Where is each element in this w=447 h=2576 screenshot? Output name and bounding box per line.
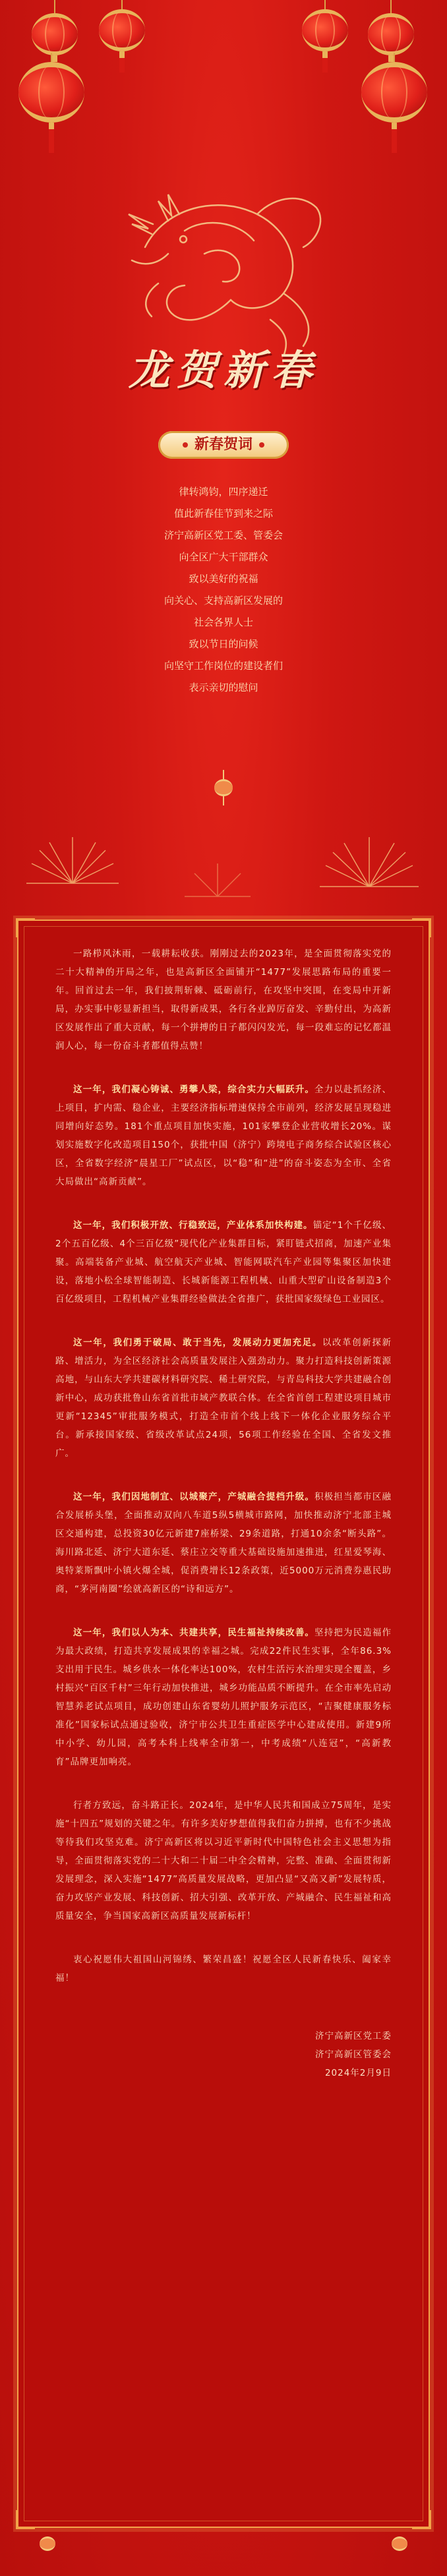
small-lantern-icon	[40, 2536, 55, 2551]
signature-date: 2024年2月9日	[324, 2068, 392, 2078]
poem-line: 律转鸿钧，四序递迁	[179, 486, 268, 498]
page-title: 龙贺新春	[128, 346, 318, 394]
poem-line: 向关心、支持高新区发展的	[164, 595, 283, 606]
poem-line: 济宁高新区党工委、管委会	[164, 529, 283, 541]
greeting-badge	[158, 431, 289, 459]
letter-body	[55, 945, 392, 2082]
lantern-decoration	[302, 0, 348, 73]
signature-block	[55, 2027, 392, 2082]
dot-icon	[183, 442, 188, 448]
signature-line: 济宁高新区党工委	[315, 2031, 392, 2041]
letter-paragraph: 这一年，我们因地制宜、以城聚产，产城融合提档升级。积极担当都市区融合发展桥头堡，全面推动双向八车道5纵5横城市路网，加快推动济宁北部主城区交通构建，总投资30亿元新建7座桥梁、29条道路，打通10余条“断头路”。海川路北延、济宁大道东延、蔡庄立交等重大基础设施加速推进，红星爱琴海、奥特莱斯飘叶小镇火爆全城，促消费增长12条政策，近5000万元消费券惠民助商，“茅河南圈”绘就高新区的“诗和远方”。	[55, 1492, 392, 1595]
lantern-decoration	[99, 0, 145, 73]
poem-line: 向全区广大干部群众	[179, 551, 268, 563]
letter-paragraph: 这一年，我们凝心铸诚、勇攀人梁，综合实力大幅跃升。全力以赴抓经济、上项目，扩内需、稳企业，主要经济指标增速保持全市前列，经济发展呈现稳进同增向好态势。181个重点项目加快实施，101家攀登企业营收增长20%。谋划实施数字化改造项目150个，获批中国（济宁）跨境电子商务综合试验区核心区，全省数字经济“晨星工厂”试点区，以“稳”和“进”的奋斗姿态为全市、全省大局做出“高新贡献”。	[55, 1084, 392, 1187]
frame-corner	[412, 918, 431, 937]
dot-icon	[259, 442, 264, 448]
lantern-decoration	[361, 53, 427, 153]
poem-line: 值此新春佳节到来之际	[173, 508, 273, 519]
frame-corner	[16, 918, 35, 937]
small-lantern-icon	[214, 770, 233, 805]
poem-line: 致以美好的祝福	[189, 573, 258, 585]
poem-line: 社会各界人士	[193, 616, 253, 628]
signature-line: 济宁高新区管委会	[315, 2049, 392, 2060]
frame-corner	[16, 2510, 35, 2529]
frame-corner	[412, 2510, 431, 2529]
letter-paragraph: 这一年，我们以人为本、共建共享，民生福祉持续改善。坚持把为民造福作为最大政绩，打造共享发展成果的幸福之城。完成22件民生实事，全年86.3%支出用于民生。城乡供水一体化率达100%，农村生活污水治理实现全覆盖，乡村振兴“百区千村”三年行动加快推进，城乡功能品质不断提升。在全市率先启动智慧养老试点项目，成功创建山东省婴幼儿照护服务示范区，“吉聚健康服务标准化”国家标试点通过验收，济宁市公共卫生重症医学中心建成使用。新建9所中小学、幼儿园，高考本科上线率全市第一，中考成绩“八连冠”，“高新教育”品牌更加响亮。	[55, 1627, 392, 1767]
small-lantern-icon	[392, 2536, 407, 2551]
poem-line: 致以节日的问候	[189, 638, 258, 650]
letter-paragraph: 衷心祝愿伟大祖国山河锦绣、繁荣昌盛！祝愿全区人民新春快乐、阖家幸福！	[55, 1954, 392, 1983]
letter-paragraph: 这一年，我们积极开放、行稳致远，产业体系加快构建。锚定“1个千亿级、2个五百亿级、4个三百亿级”现代化产业集群目标，紧盯链式招商，加速产业集聚。高端装备产业城、航空航天产业城、智能网联汽车产业园等集聚区加快建设，落地小松全球智能制造、长城新能源工程机械、山重大型矿山设备制造3个百亿级项目，工程机械产业集群经验做法全省推广，获批国家级绿色工业园区。	[55, 1220, 392, 1304]
letter-paragraph: 行者方致远，奋斗路正长。2024年，是中华人民共和国成立75周年，是实施“十四五”规划的关键之年。有许多美好梦想值得我们奋力拼搏，也有不少挑战等待我们攻坚克难。济宁高新区将以习近平新时代中国特色社会主义思想为指导，全面贯彻落实党的二十大和二十届二中全会精神，完整、准确、全面贯彻新发展理念，深入实施“1477”高质量发展战略，更加凸显“又高又新”发展特质，奋力攻坚产业发展、科技创新、招大引强、改革开放、产城融合、民生福祉和高质量安全，争当国家高新区高质量发展新标杆！	[55, 1800, 392, 1921]
poem-line: 向坚守工作岗位的建设者们	[164, 660, 283, 672]
letter-paragraph: 这一年，我们勇于破局、敢于当先，发展动力更加充足。以改革创新探新路、增活力，为全区经济社会高质量发展注入强劲动力。聚力打造科技创新策源高地，与山东大学共建碳材料研究院、稀土研究院，与青岛科技大学共建融合创新中心，成功获批鲁山东省首批市域产教联合体。在全省首创工程建设项目城市更新“12345”审批服务模式，打造全市首个线上线下一体化企业服务综合平台。新承接国家级、省级改革试点24项，56项工作经验在全国、全省发文推广。	[55, 1337, 392, 1459]
letter-card	[17, 920, 430, 2528]
footer-decoration	[0, 2530, 447, 2576]
dragon-illustration	[105, 168, 343, 366]
lantern-decoration	[18, 53, 84, 153]
greeting-poem	[0, 481, 447, 699]
badge-label: 新春贺词	[194, 436, 253, 453]
poem-line: 表示亲切的慰问	[189, 682, 258, 693]
letter-paragraph: 一路栉风沐雨，一载耕耘收获。刚刚过去的2023年，是全面贯彻落实党的二十大精神的开局之年，也是高新区全面铺开“1477”发展思路布局的重要一年。回首过去一年，我们披荆斩棘、砥砺前行，在攻坚中突围，在变局中开新局，办实事中彰显新担当，取得新成果，各行各业踔厉奋发、辛勤付出，为高新区发展作出了重大贡献，每一个拼搏的日子都闪闪发光，每一段难忘的记忆都温润人心，每一份奋斗者都值得点赞！	[55, 949, 392, 1051]
